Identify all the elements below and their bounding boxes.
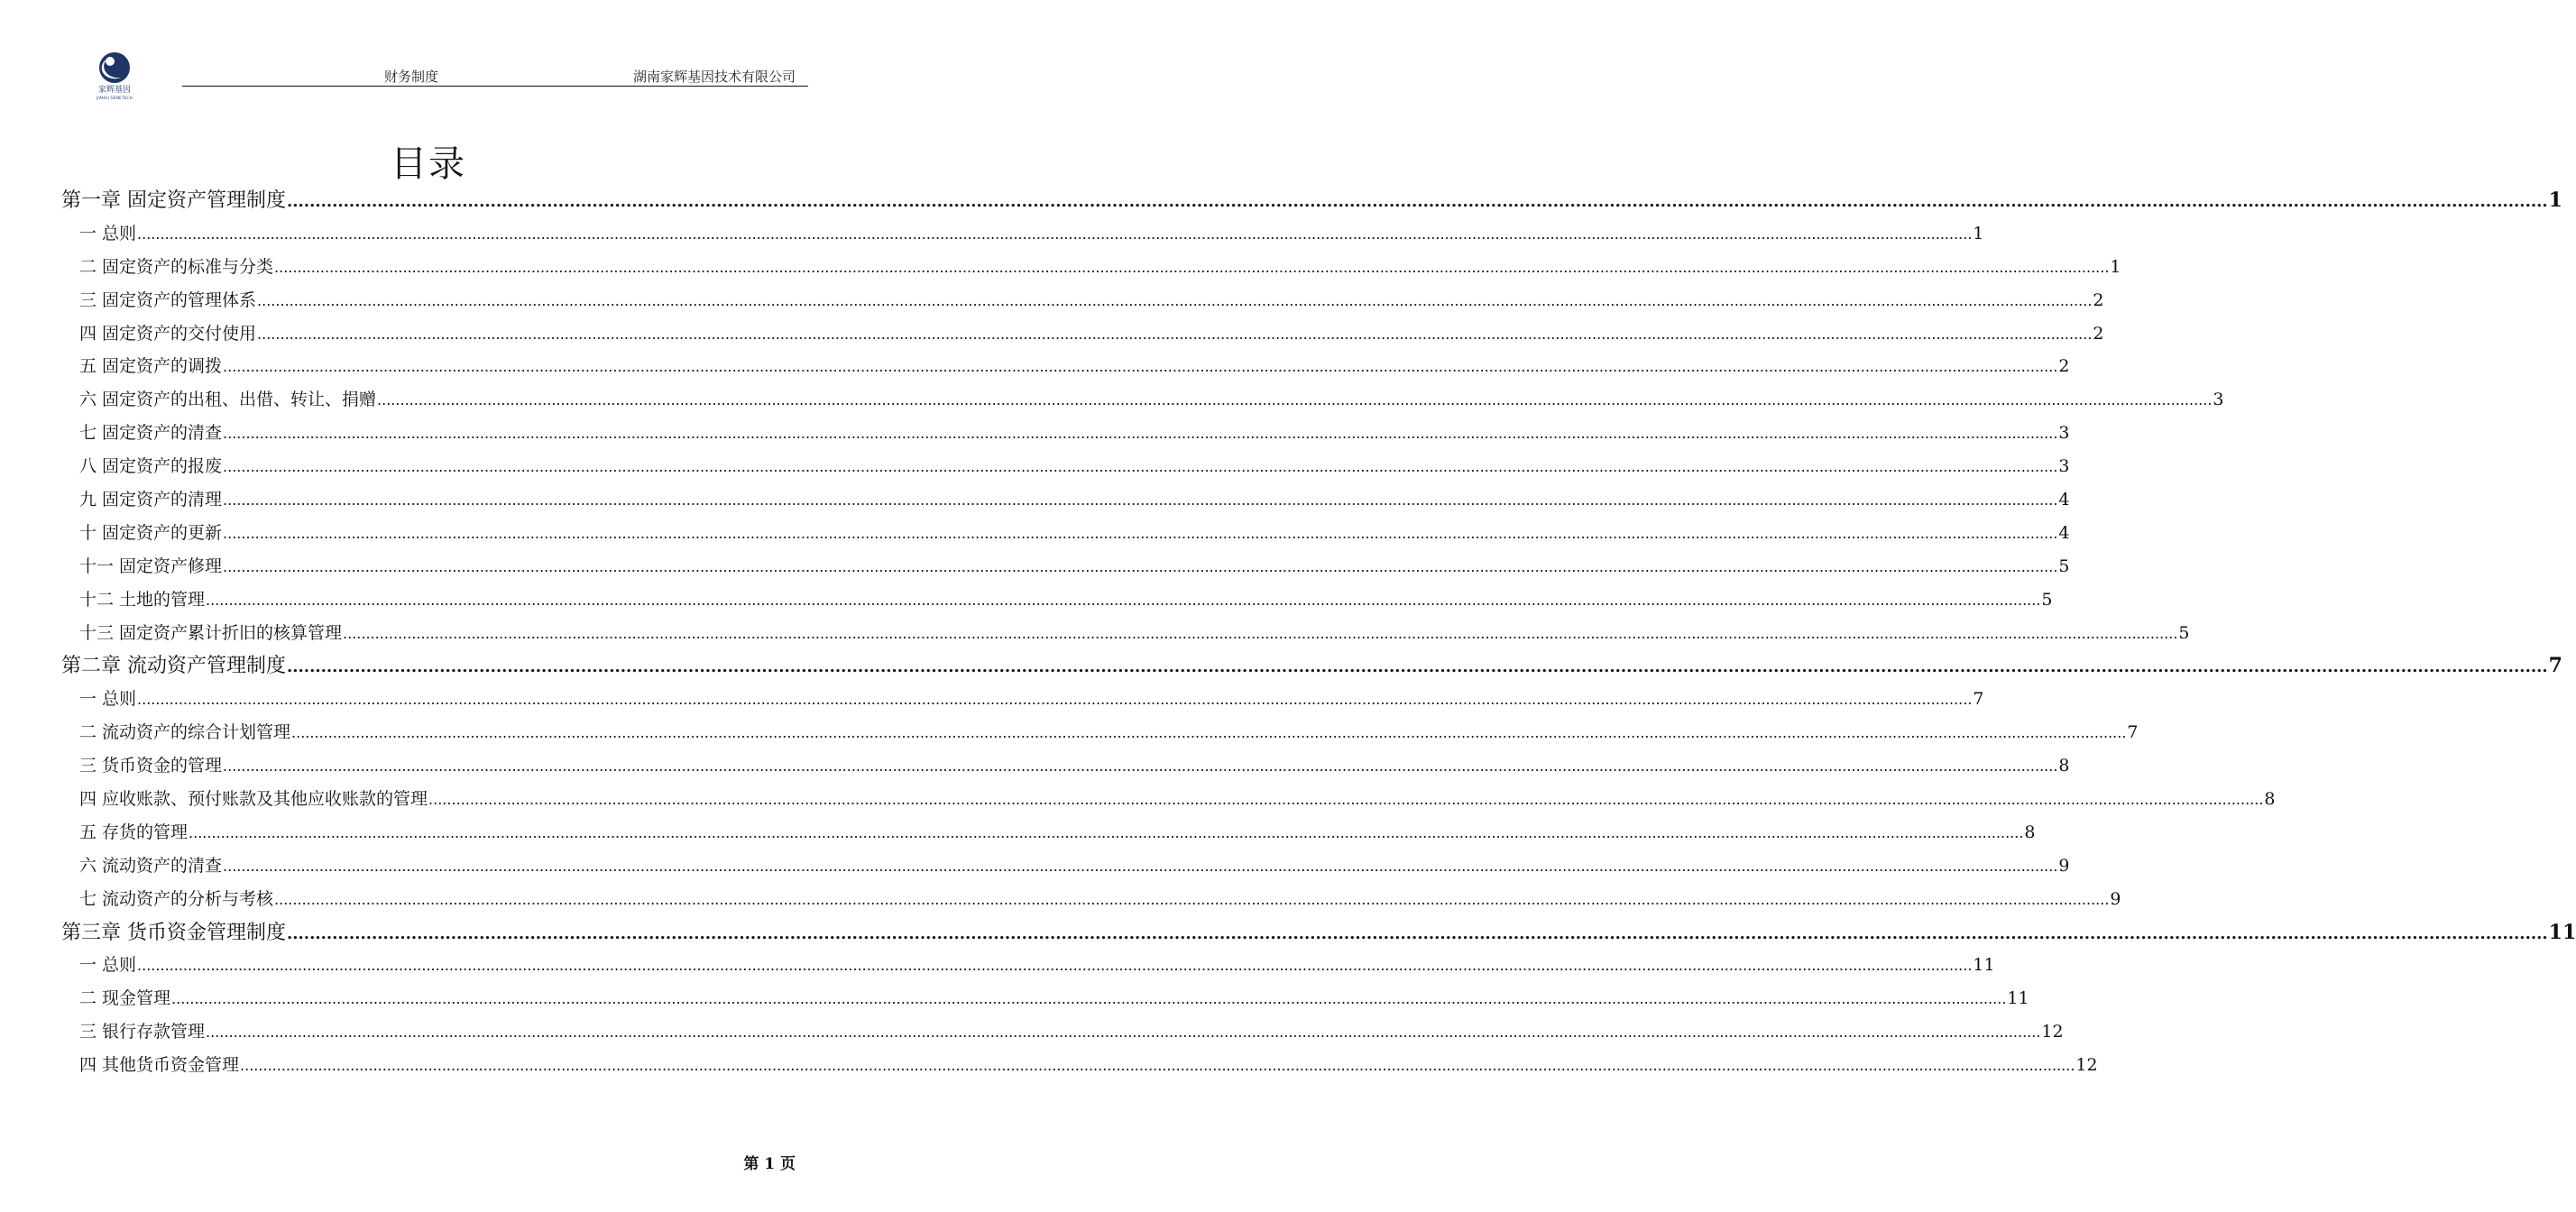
toc-dot-leader: ................................................................................................................................................................................................................................................................................................................................................................................................................ (137, 957, 1973, 975)
toc-dot-leader: ................................................................................................................................................................................................................................................................................................................................................................................................................ (223, 358, 2058, 376)
toc-dot-leader: ................................................................................................................................................................................................................................................................................................................................................................................................................ (291, 724, 2127, 742)
toc-section-entry[interactable] (61, 450, 2070, 483)
toc-section-entry[interactable] (61, 949, 1995, 982)
toc-entry-page: 11 (1973, 955, 1995, 976)
toc-entry-page: 12 (2041, 1022, 2064, 1042)
toc-entry-label: 第一章 固定资产管理制度 (61, 189, 286, 212)
toc-entry-page: 5 (2178, 622, 2190, 643)
toc-section-entry[interactable] (61, 816, 2036, 849)
toc-dot-leader: ................................................................................................................................................................................................................................................................................................................................................................................................................ (223, 491, 2058, 510)
toc-dot-leader: ................................................................................................................................................................................................................................................................................................................................................................................................................ (171, 990, 2007, 1008)
header-rule (182, 86, 808, 87)
toc-entry-page: 11 (2007, 988, 2029, 1009)
header-company-name: 湖南家辉基因技术有限公司 (632, 69, 796, 85)
toc-entry-page: 8 (2024, 822, 2036, 842)
toc-entry-page: 2 (2058, 356, 2070, 377)
toc-section-entry[interactable] (61, 350, 2070, 383)
toc-section-entry[interactable] (61, 583, 2053, 617)
toc-entry-page: 3 (2058, 423, 2070, 444)
toc-entry-label: 二 现金管理 (79, 988, 171, 1009)
toc-entry-label: 二 固定资产的标准与分类 (79, 256, 274, 277)
toc-entry-page: 12 (2075, 1055, 2098, 1076)
toc-section-entry[interactable] (61, 783, 2276, 816)
toc-dot-leader: ................................................................................................................................................................................................................................................................................................................................................................................................................ (206, 591, 2041, 609)
toc-entry-label: 六 流动资产的清查 (79, 855, 223, 876)
toc-entry-label: 三 银行存款管理 (79, 1022, 206, 1042)
toc-dot-leader: ................................................................................................................................................................................................................................................................................................................................................................................................................ (189, 823, 2024, 841)
toc-entry-page: 2 (2093, 289, 2104, 310)
toc-section-entry[interactable] (61, 217, 1984, 251)
toc-entry-label: 第三章 货币资金管理制度 (61, 921, 286, 944)
toc-section-entry[interactable] (61, 550, 2070, 583)
toc-entry-label: 三 货币资金的管理 (79, 756, 223, 776)
toc-section-entry[interactable] (61, 483, 2070, 517)
toc-entry-label: 一 总则 (79, 955, 137, 976)
toc-entry-label: 六 固定资产的出租、出借、转让、捐赠 (79, 390, 377, 410)
toc-section-entry[interactable] (61, 317, 2104, 351)
toc-section-entry[interactable] (61, 617, 2190, 650)
toc-dot-leader: ................................................................................................................................................................................................................................................................................................................................................................................................................ (274, 258, 2110, 276)
toc-entry-page: 8 (2058, 756, 2070, 776)
toc-entry-label: 三 固定资产的管理体系 (79, 289, 257, 310)
toc-dot-leader: ................................................................................................................................................................................................................................................................................................................................................................................................................ (137, 691, 1973, 709)
toc-entry-label: 八 固定资产的报废 (79, 456, 223, 477)
toc-entry-page: 11 (2548, 920, 2576, 944)
toc-section-entry[interactable] (61, 517, 2070, 550)
toc-section-entry[interactable] (61, 683, 1984, 716)
toc-entry-page: 3 (2058, 456, 2070, 477)
toc-entry-page: 8 (2264, 789, 2276, 810)
toc-entry-page: 2 (2093, 323, 2104, 344)
toc-entry-page: 4 (2058, 522, 2070, 543)
toc-dot-leader: ................................................................................................................................................................................................................................................................................................................................................................................................................ (206, 1024, 2041, 1042)
toc-entry-page: 5 (2041, 589, 2053, 610)
toc-dot-leader: ................................................................................................................................................................................................................................................................................................................................................................................................................ (223, 524, 2058, 542)
toc-chapter-entry[interactable] (61, 184, 2562, 217)
toc-section-entry[interactable] (61, 284, 2104, 317)
toc-entry-label: 四 其他货币资金管理 (79, 1055, 240, 1076)
logo-moon-icon (88, 50, 141, 85)
toc-entry-page: 9 (2058, 855, 2070, 876)
header-document-type: 财务制度 (384, 69, 439, 85)
toc-entry-page: 1 (2110, 256, 2121, 277)
toc-entry-label: 五 存货的管理 (79, 822, 189, 842)
toc-entry-page: 7 (2548, 654, 2562, 678)
toc-dot-leader: ................................................................................................................................................................................................................................................................................................................................................................................................................ (223, 458, 2058, 476)
toc-entry-page: 7 (2127, 722, 2139, 743)
toc-entry-label: 十三 固定资产累计折旧的核算管理 (79, 622, 343, 643)
toc-entry-label: 一 总则 (79, 223, 137, 243)
toc-entry-label: 七 固定资产的清查 (79, 423, 223, 444)
toc-section-entry[interactable] (61, 749, 2070, 783)
toc-dot-leader: ................................................................................................................................................................................................................................................................................................................................................................................................................ (343, 624, 2178, 642)
toc-section-entry[interactable] (61, 883, 2121, 916)
toc-entry-label: 五 固定资产的调拨 (79, 356, 223, 377)
company-logo (88, 50, 141, 105)
toc-section-entry[interactable] (61, 417, 2070, 450)
toc-dot-leader: ................................................................................................................................................................................................................................................................................................................................................................................................................ (287, 192, 2548, 211)
toc-dot-leader: ................................................................................................................................................................................................................................................................................................................................................................................................................ (274, 890, 2110, 908)
toc-dot-leader: ................................................................................................................................................................................................................................................................................................................................................................................................................ (137, 225, 1973, 243)
toc-entry-label: 二 流动资产的综合计划管理 (79, 722, 291, 743)
toc-entry-page: 3 (2213, 390, 2224, 410)
toc-dot-leader: ................................................................................................................................................................................................................................................................................................................................................................................................................ (257, 291, 2093, 309)
toc-section-entry[interactable] (61, 251, 2121, 284)
toc-entry-label: 四 固定资产的交付使用 (79, 323, 257, 344)
toc-entry-label: 九 固定资产的清理 (79, 490, 223, 510)
toc-entry-label: 七 流动资产的分析与考核 (79, 888, 274, 909)
toc-section-entry[interactable] (61, 849, 2070, 883)
toc-entry-label: 十一 固定资产修理 (79, 556, 223, 576)
page-title: 目录 (391, 143, 466, 185)
toc-entry-label: 四 应收账款、预付账款及其他应收账款的管理 (79, 789, 428, 810)
toc-dot-leader: ................................................................................................................................................................................................................................................................................................................................................................................................................ (223, 425, 2058, 443)
table-of-contents (61, 184, 2576, 1082)
toc-section-entry[interactable] (61, 716, 2139, 749)
toc-dot-leader: ................................................................................................................................................................................................................................................................................................................................................................................................................ (240, 1057, 2075, 1075)
toc-dot-leader: ................................................................................................................................................................................................................................................................................................................................................................................................................ (223, 857, 2058, 875)
toc-entry-label: 一 总则 (79, 689, 137, 710)
toc-entry-label: 十 固定资产的更新 (79, 522, 223, 543)
toc-dot-leader: ................................................................................................................................................................................................................................................................................................................................................................................................................ (223, 758, 2058, 776)
toc-entry-page: 9 (2110, 888, 2121, 909)
toc-section-entry[interactable] (61, 383, 2224, 417)
toc-entry-page: 1 (2548, 188, 2562, 212)
toc-dot-leader: ................................................................................................................................................................................................................................................................................................................................................................................................................ (428, 791, 2264, 809)
toc-chapter-entry[interactable] (61, 649, 2562, 683)
toc-dot-leader: ................................................................................................................................................................................................................................................................................................................................................................................................................ (287, 657, 2548, 677)
toc-entry-page: 7 (1973, 689, 1984, 710)
toc-dot-leader: ................................................................................................................................................................................................................................................................................................................................................................................................................ (287, 923, 2548, 943)
toc-section-entry[interactable] (61, 1015, 2064, 1049)
page-number: 第 1 页 (743, 1155, 796, 1173)
toc-entry-label: 第二章 流动资产管理制度 (61, 655, 286, 678)
toc-entry-page: 4 (2058, 490, 2070, 510)
toc-entry-label: 十二 土地的管理 (79, 589, 206, 610)
toc-section-entry[interactable] (61, 982, 2029, 1015)
toc-entry-page: 1 (1973, 223, 1984, 243)
toc-dot-leader: ................................................................................................................................................................................................................................................................................................................................................................................................................ (377, 391, 2213, 409)
toc-section-entry[interactable] (61, 1049, 2098, 1082)
logo-name-en: JIAHUI GENETECH (97, 96, 133, 100)
logo-name-cn: 家辉基因 (97, 86, 131, 95)
toc-dot-leader: ................................................................................................................................................................................................................................................................................................................................................................................................................ (257, 325, 2093, 343)
toc-dot-leader: ................................................................................................................................................................................................................................................................................................................................................................................................................ (223, 557, 2058, 575)
toc-chapter-entry[interactable] (61, 916, 2576, 950)
toc-entry-page: 5 (2058, 556, 2070, 576)
